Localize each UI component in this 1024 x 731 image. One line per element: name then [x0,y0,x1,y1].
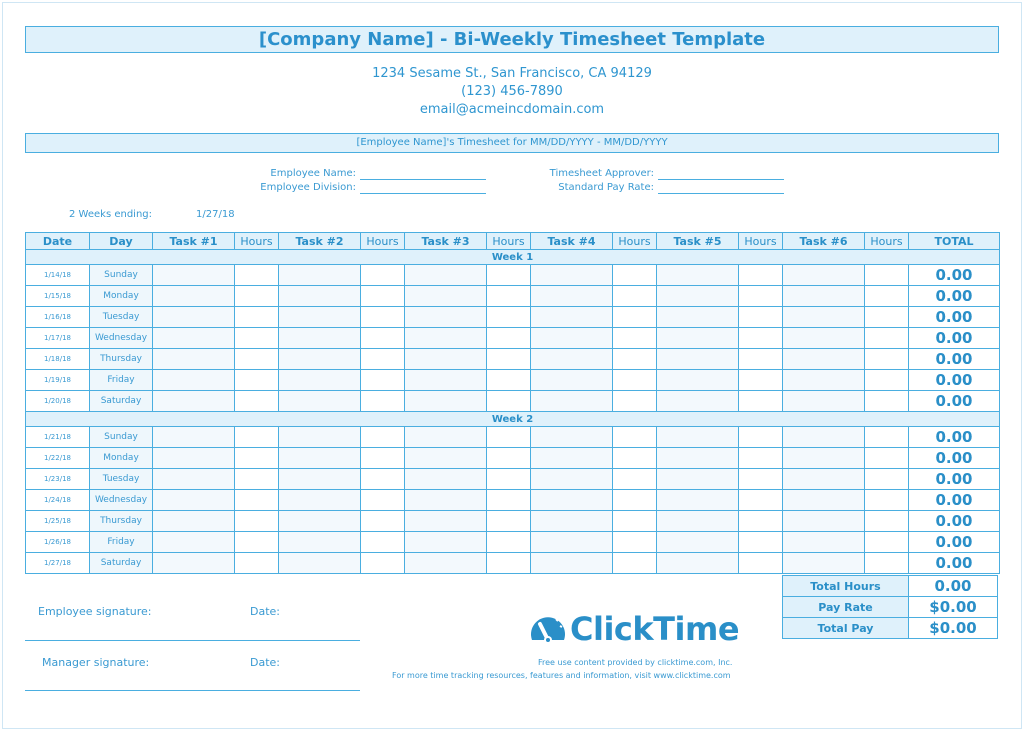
company-phone: (123) 456-7890 [461,84,563,99]
table-row [26,391,1000,412]
hours-3-cell[interactable] [487,286,531,307]
col-header-day: Day [90,233,153,250]
hours-5-cell[interactable] [739,265,783,286]
task-5-cell[interactable] [657,427,739,448]
table-row [26,553,1000,574]
task-4-cell[interactable] [531,265,613,286]
manager-signature-label: Manager signature: [42,656,150,669]
task-6-cell[interactable] [783,349,865,370]
employee-date-label: Date: [250,605,280,618]
employee-name-field[interactable] [360,179,486,180]
employee-division-field[interactable] [360,193,486,194]
hours-6-cell[interactable] [865,469,909,490]
hours-2-cell[interactable] [361,427,405,448]
task-1-cell[interactable] [153,307,235,328]
col-header-hours-6: Hours [865,233,909,250]
hours-3-cell[interactable] [487,511,531,532]
hours-1-cell[interactable] [235,328,279,349]
task-6-cell[interactable] [783,427,865,448]
task-1-cell[interactable] [153,469,235,490]
date-cell: 1/27/18 [26,553,90,574]
week-header-row [26,412,1000,427]
task-2-cell[interactable] [279,307,361,328]
hours-6-cell[interactable] [865,391,909,412]
task-4-cell[interactable] [531,286,613,307]
hours-1-cell[interactable] [235,553,279,574]
hours-1-cell[interactable] [235,469,279,490]
task-2-cell[interactable] [279,553,361,574]
table-row [26,370,1000,391]
day-cell: Saturday [90,553,153,574]
hours-6-cell[interactable] [865,265,909,286]
task-2-cell[interactable] [279,370,361,391]
hours-3-cell[interactable] [487,328,531,349]
hours-3-cell[interactable] [487,307,531,328]
task-3-cell[interactable] [405,511,487,532]
clock-logo-icon [528,610,570,650]
hours-4-cell[interactable] [613,427,657,448]
task-6-cell[interactable] [783,469,865,490]
hours-2-cell[interactable] [361,286,405,307]
company-email: email@acmeincdomain.com [419,102,605,117]
row-total-cell: 0.00 [909,511,1000,532]
timesheet-approver-label: Timesheet Approver: [549,168,654,179]
hours-5-cell[interactable] [739,307,783,328]
hours-5-cell[interactable] [739,328,783,349]
row-total-cell: 0.00 [909,490,1000,511]
hours-4-cell[interactable] [613,490,657,511]
hours-1-cell[interactable] [235,349,279,370]
task-6-cell[interactable] [783,448,865,469]
weeks-ending-value[interactable]: 1/27/18 [196,209,235,220]
task-6-cell[interactable] [783,490,865,511]
hours-3-cell[interactable] [487,469,531,490]
task-4-cell[interactable] [531,511,613,532]
task-4-cell[interactable] [531,532,613,553]
hours-6-cell[interactable] [865,370,909,391]
hours-4-cell[interactable] [613,265,657,286]
task-3-cell[interactable] [405,265,487,286]
page-title: [Company Name] - Bi-Weekly Timesheet Template [25,26,999,53]
hours-5-cell[interactable] [739,469,783,490]
date-cell: 1/22/18 [26,448,90,469]
task-1-cell[interactable] [153,265,235,286]
day-cell: Friday [90,532,153,553]
hours-1-cell[interactable] [235,370,279,391]
date-cell: 1/21/18 [26,427,90,448]
total-hours-value: 0.00 [909,576,998,597]
hours-4-cell[interactable] [613,391,657,412]
table-row [26,469,1000,490]
hours-2-cell[interactable] [361,307,405,328]
task-5-cell[interactable] [657,265,739,286]
task-2-cell[interactable] [279,328,361,349]
hours-2-cell[interactable] [361,511,405,532]
hours-5-cell[interactable] [739,553,783,574]
hours-2-cell[interactable] [361,328,405,349]
hours-3-cell[interactable] [487,532,531,553]
date-cell: 1/26/18 [26,532,90,553]
employee-signature-line[interactable] [25,640,360,641]
weeks-ending-label: 2 Weeks ending: [69,209,152,220]
row-total-cell: 0.00 [909,469,1000,490]
task-3-cell[interactable] [405,328,487,349]
total-pay-label: Total Pay [783,618,909,639]
task-2-cell[interactable] [279,391,361,412]
task-3-cell[interactable] [405,286,487,307]
hours-1-cell[interactable] [235,391,279,412]
task-1-cell[interactable] [153,511,235,532]
hours-1-cell[interactable] [235,286,279,307]
col-header-hours-2: Hours [361,233,405,250]
task-6-cell[interactable] [783,307,865,328]
total-pay-value: $0.00 [909,618,998,639]
task-5-cell[interactable] [657,286,739,307]
table-row [26,286,1000,307]
task-1-cell[interactable] [153,532,235,553]
task-5-cell[interactable] [657,349,739,370]
hours-2-cell[interactable] [361,553,405,574]
hours-6-cell[interactable] [865,286,909,307]
task-3-cell[interactable] [405,448,487,469]
hours-6-cell[interactable] [865,448,909,469]
day-cell: Thursday [90,349,153,370]
hours-2-cell[interactable] [361,391,405,412]
hours-6-cell[interactable] [865,427,909,448]
manager-signature-line[interactable] [25,690,360,691]
col-header-total: TOTAL [909,233,1000,250]
task-6-cell[interactable] [783,532,865,553]
task-3-cell[interactable] [405,427,487,448]
task-4-cell[interactable] [531,469,613,490]
hours-1-cell[interactable] [235,448,279,469]
task-5-cell[interactable] [657,307,739,328]
col-header-task-4: Task #4 [531,233,613,250]
hours-4-cell[interactable] [613,553,657,574]
hours-2-cell[interactable] [361,349,405,370]
task-1-cell[interactable] [153,490,235,511]
hours-6-cell[interactable] [865,532,909,553]
hours-3-cell[interactable] [487,553,531,574]
task-5-cell[interactable] [657,511,739,532]
table-row [26,532,1000,553]
table-row [26,511,1000,532]
day-cell: Monday [90,448,153,469]
task-4-cell[interactable] [531,370,613,391]
task-1-cell[interactable] [153,427,235,448]
hours-2-cell[interactable] [361,532,405,553]
hours-3-cell[interactable] [487,349,531,370]
hours-2-cell[interactable] [361,469,405,490]
task-5-cell[interactable] [657,370,739,391]
task-6-cell[interactable] [783,370,865,391]
hours-6-cell[interactable] [865,328,909,349]
hours-2-cell[interactable] [361,370,405,391]
day-cell: Tuesday [90,469,153,490]
task-2-cell[interactable] [279,532,361,553]
timesheet-approver-field[interactable] [658,179,784,180]
timesheet-table [25,232,1000,574]
summary-row-pay-rate [783,597,998,618]
task-1-cell[interactable] [153,370,235,391]
task-4-cell[interactable] [531,427,613,448]
task-3-cell[interactable] [405,370,487,391]
task-1-cell[interactable] [153,328,235,349]
hours-2-cell[interactable] [361,490,405,511]
table-row [26,490,1000,511]
task-1-cell[interactable] [153,286,235,307]
employee-division-label: Employee Division: [260,182,356,193]
week-header-row [26,250,1000,265]
task-1-cell[interactable] [153,448,235,469]
hours-3-cell[interactable] [487,490,531,511]
task-4-cell[interactable] [531,328,613,349]
task-3-cell[interactable] [405,307,487,328]
standard-pay-rate-field[interactable] [658,193,784,194]
hours-1-cell[interactable] [235,427,279,448]
hours-6-cell[interactable] [865,490,909,511]
table-header-row [26,233,1000,250]
hours-4-cell[interactable] [613,307,657,328]
task-2-cell[interactable] [279,469,361,490]
task-6-cell[interactable] [783,511,865,532]
hours-5-cell[interactable] [739,490,783,511]
row-total-cell: 0.00 [909,265,1000,286]
task-3-cell[interactable] [405,469,487,490]
task-5-cell[interactable] [657,469,739,490]
hours-3-cell[interactable] [487,427,531,448]
task-2-cell[interactable] [279,286,361,307]
date-cell: 1/20/18 [26,391,90,412]
task-5-cell[interactable] [657,448,739,469]
task-3-cell[interactable] [405,553,487,574]
footer-resources: For more time tracking resources, features and information, visit www.clicktime.com [392,671,731,680]
date-cell: 1/14/18 [26,265,90,286]
task-4-cell[interactable] [531,391,613,412]
total-hours-label: Total Hours [783,576,909,597]
task-1-cell[interactable] [153,349,235,370]
hours-3-cell[interactable] [487,265,531,286]
table-row [26,328,1000,349]
task-5-cell[interactable] [657,532,739,553]
hours-4-cell[interactable] [613,532,657,553]
hours-6-cell[interactable] [865,553,909,574]
pay-summary-table [782,575,998,639]
row-total-cell: 0.00 [909,427,1000,448]
footer-credit: Free use content provided by clicktime.com, Inc. [538,658,733,667]
task-4-cell[interactable] [531,448,613,469]
week-label: Week 1 [26,250,1000,265]
task-6-cell[interactable] [783,328,865,349]
hours-2-cell[interactable] [361,448,405,469]
task-3-cell[interactable] [405,490,487,511]
hours-5-cell[interactable] [739,448,783,469]
col-header-date: Date [26,233,90,250]
hours-5-cell[interactable] [739,511,783,532]
hours-4-cell[interactable] [613,370,657,391]
table-row [26,349,1000,370]
date-cell: 1/19/18 [26,370,90,391]
date-cell: 1/18/18 [26,349,90,370]
day-cell: Sunday [90,265,153,286]
task-5-cell[interactable] [657,391,739,412]
date-cell: 1/25/18 [26,511,90,532]
timesheet-period-banner: [Employee Name]'s Timesheet for MM/DD/YYYY - MM/DD/YYYY [25,133,999,153]
row-total-cell: 0.00 [909,307,1000,328]
col-header-task-1: Task #1 [153,233,235,250]
employee-name-label: Employee Name: [270,168,356,179]
col-header-task-2: Task #2 [279,233,361,250]
day-cell: Monday [90,286,153,307]
hours-1-cell[interactable] [235,490,279,511]
task-6-cell[interactable] [783,391,865,412]
task-2-cell[interactable] [279,427,361,448]
task-4-cell[interactable] [531,307,613,328]
hours-3-cell[interactable] [487,370,531,391]
task-4-cell[interactable] [531,553,613,574]
task-2-cell[interactable] [279,265,361,286]
task-2-cell[interactable] [279,448,361,469]
standard-pay-rate-label: Standard Pay Rate: [558,182,654,193]
row-total-cell: 0.00 [909,448,1000,469]
task-6-cell[interactable] [783,553,865,574]
date-cell: 1/23/18 [26,469,90,490]
hours-1-cell[interactable] [235,307,279,328]
task-2-cell[interactable] [279,349,361,370]
hours-5-cell[interactable] [739,370,783,391]
hours-6-cell[interactable] [865,511,909,532]
task-2-cell[interactable] [279,511,361,532]
pay-rate-value[interactable]: $0.00 [909,597,998,618]
date-cell: 1/17/18 [26,328,90,349]
row-total-cell: 0.00 [909,286,1000,307]
task-4-cell[interactable] [531,349,613,370]
hours-5-cell[interactable] [739,391,783,412]
hours-6-cell[interactable] [865,307,909,328]
task-2-cell[interactable] [279,490,361,511]
task-3-cell[interactable] [405,391,487,412]
table-row [26,448,1000,469]
hours-5-cell[interactable] [739,286,783,307]
hours-3-cell[interactable] [487,448,531,469]
task-5-cell[interactable] [657,328,739,349]
table-row [26,307,1000,328]
task-3-cell[interactable] [405,532,487,553]
task-4-cell[interactable] [531,490,613,511]
hours-1-cell[interactable] [235,265,279,286]
task-5-cell[interactable] [657,553,739,574]
clicktime-logo[interactable] [528,608,748,652]
row-total-cell: 0.00 [909,370,1000,391]
col-header-task-3: Task #3 [405,233,487,250]
hours-5-cell[interactable] [739,349,783,370]
col-header-task-5: Task #5 [657,233,739,250]
hours-5-cell[interactable] [739,427,783,448]
row-total-cell: 0.00 [909,349,1000,370]
col-header-hours-5: Hours [739,233,783,250]
hours-1-cell[interactable] [235,511,279,532]
hours-4-cell[interactable] [613,349,657,370]
row-total-cell: 0.00 [909,553,1000,574]
date-cell: 1/16/18 [26,307,90,328]
hours-1-cell[interactable] [235,532,279,553]
hours-4-cell[interactable] [613,469,657,490]
day-cell: Saturday [90,391,153,412]
task-5-cell[interactable] [657,490,739,511]
clicktime-logo-text: ClickTime [570,610,740,648]
hours-4-cell[interactable] [613,328,657,349]
date-cell: 1/15/18 [26,286,90,307]
manager-date-label: Date: [250,656,280,669]
hours-4-cell[interactable] [613,286,657,307]
task-3-cell[interactable] [405,349,487,370]
hours-5-cell[interactable] [739,532,783,553]
day-cell: Tuesday [90,307,153,328]
day-cell: Friday [90,370,153,391]
col-header-hours-4: Hours [613,233,657,250]
date-cell: 1/24/18 [26,490,90,511]
col-header-hours-3: Hours [487,233,531,250]
week-label: Week 2 [26,412,1000,427]
task-6-cell[interactable] [783,265,865,286]
table-row [26,265,1000,286]
hours-4-cell[interactable] [613,448,657,469]
hours-3-cell[interactable] [487,391,531,412]
task-1-cell[interactable] [153,553,235,574]
col-header-hours-1: Hours [235,233,279,250]
day-cell: Thursday [90,511,153,532]
day-cell: Wednesday [90,490,153,511]
day-cell: Wednesday [90,328,153,349]
row-total-cell: 0.00 [909,391,1000,412]
hours-2-cell[interactable] [361,265,405,286]
row-total-cell: 0.00 [909,532,1000,553]
hours-6-cell[interactable] [865,349,909,370]
summary-row-total-hours [783,576,998,597]
row-total-cell: 0.00 [909,328,1000,349]
pay-rate-label: Pay Rate [783,597,909,618]
employee-signature-label: Employee signature: [38,605,152,618]
day-cell: Sunday [90,427,153,448]
table-row [26,427,1000,448]
summary-row-total-pay [783,618,998,639]
company-address: 1234 Sesame St., San Francisco, CA 94129 [372,66,652,81]
hours-4-cell[interactable] [613,511,657,532]
task-6-cell[interactable] [783,286,865,307]
col-header-task-6: Task #6 [783,233,865,250]
task-1-cell[interactable] [153,391,235,412]
